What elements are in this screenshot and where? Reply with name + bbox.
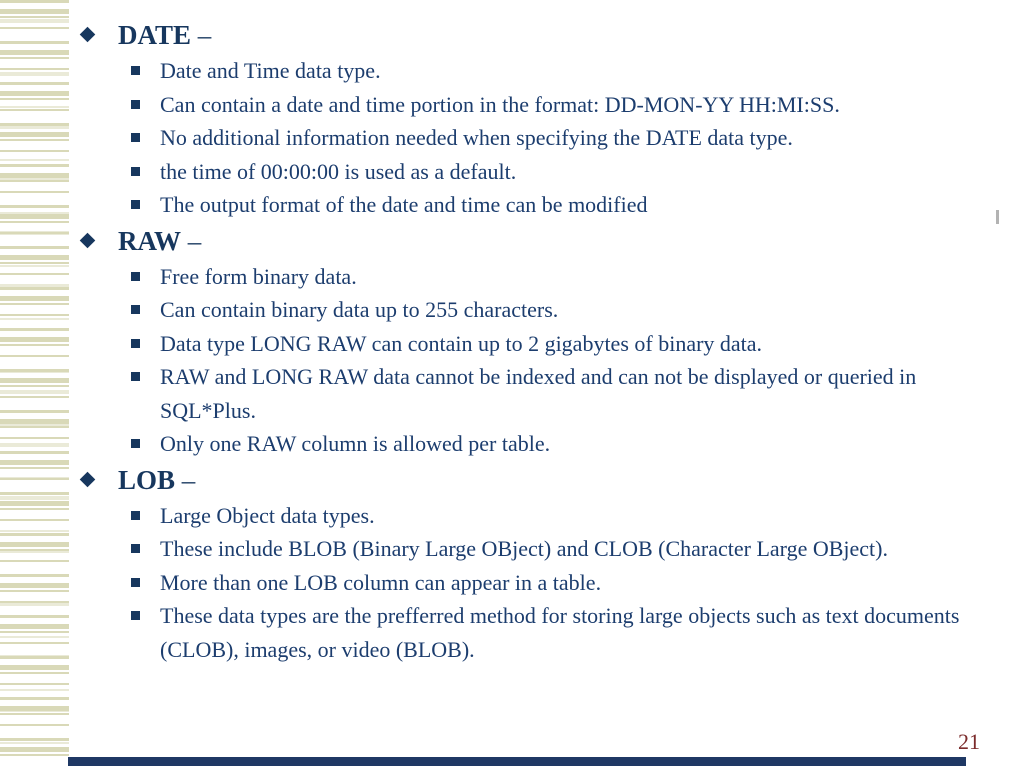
diamond-bullet-icon — [80, 232, 96, 248]
square-bullet-icon — [131, 339, 140, 348]
square-bullet-icon — [131, 100, 140, 109]
square-bullet-icon — [131, 611, 140, 620]
list-item — [78, 188, 976, 222]
gray-tick-artifact — [996, 210, 999, 224]
list-item — [78, 260, 976, 294]
slide-body — [78, 16, 976, 666]
list-item-text: Can contain a date and time portion in the format: DD-MON-YY HH:MI:SS. — [160, 91, 840, 117]
list-item-text: Only one RAW column is allowed per table. — [160, 431, 551, 456]
list-item — [78, 54, 976, 88]
list-item-text: Data type LONG RAW can contain up to 2 gigabytes of binary data. — [160, 330, 763, 356]
list-item-text: Free form binary data. — [160, 263, 357, 289]
list-item — [78, 566, 976, 600]
list-item — [78, 599, 976, 666]
square-bullet-icon — [131, 200, 140, 209]
list-item-text: No additional information needed when specifying the DATE data type. — [160, 125, 793, 150]
square-bullet-icon — [131, 511, 140, 520]
section-title: DATE – — [118, 20, 212, 50]
list-item-text: The output format of the date and time can be modified — [160, 192, 648, 217]
section-title: RAW – — [118, 225, 202, 256]
list-item-text: Date and Time data type. — [160, 58, 381, 83]
section-heading-lob — [78, 461, 976, 499]
section-heading-raw — [78, 222, 976, 260]
list-item — [78, 360, 976, 427]
list-item-text: These data types are the prefferred method for storing large objects such as text documents (CLOB), images, or video (BLOB). — [160, 603, 960, 662]
section-title: LOB – — [118, 464, 196, 495]
list-item — [78, 121, 976, 155]
list-item-text: Can contain binary data up to 255 characters. — [160, 297, 559, 322]
square-bullet-icon — [131, 305, 140, 314]
list-item-text: More than one LOB column can appear in a table. — [160, 569, 602, 595]
square-bullet-icon — [131, 66, 140, 75]
page-number: 21 — [958, 729, 980, 754]
list-item — [78, 88, 976, 122]
square-bullet-icon — [131, 544, 140, 553]
list-item-text: RAW and LONG RAW data cannot be indexed and can not be displayed or queried in SQL*Plus. — [160, 364, 917, 423]
list-item — [78, 532, 976, 566]
diamond-bullet-icon — [80, 27, 96, 43]
list-item — [78, 427, 976, 461]
square-bullet-icon — [131, 272, 140, 281]
bottom-bar — [68, 757, 966, 766]
list-item — [78, 327, 976, 361]
list-item-text: These include BLOB (Binary Large OBject) and CLOB (Character Large OBject). — [160, 536, 888, 561]
square-bullet-icon — [131, 439, 140, 448]
square-bullet-icon — [131, 133, 140, 142]
square-bullet-icon — [131, 578, 140, 587]
list-item — [78, 155, 976, 189]
square-bullet-icon — [131, 372, 140, 381]
list-item — [78, 293, 976, 327]
list-item-text: Large Object data types. — [160, 502, 375, 528]
section-heading-date — [78, 16, 976, 54]
square-bullet-icon — [131, 167, 140, 176]
decorative-stripes — [0, 0, 69, 760]
list-item-text: the time of 00:00:00 is used as a default. — [160, 158, 517, 184]
diamond-bullet-icon — [80, 471, 96, 487]
list-item — [78, 499, 976, 533]
